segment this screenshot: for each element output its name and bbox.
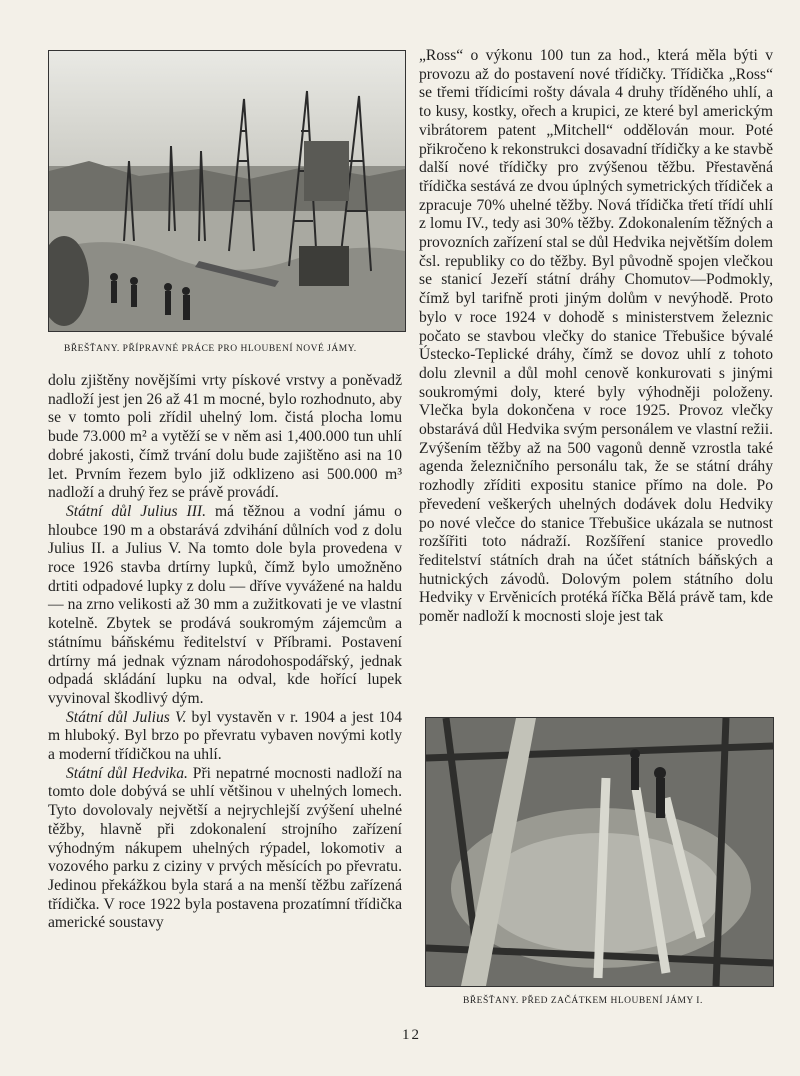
paragraph xyxy=(48,503,402,709)
mine-name: Státní důl Julius V. xyxy=(66,708,187,726)
paragraph: dolu zjištěny novějšími vrty pískové vrstvy a poněvadž nadloží jest jen 26 až 41 m mocné, bylo rozhodnuto, aby se v tomto poli zřídil uhelný lom. čistá plocha lomu bude 73.000 m² a vytěží se v něm asi 1,400.000 tun uhlí dobré jakosti, čímž trvání dolu bude zajištěno asi na 10 let. Prvním řezem bylo již odklizeno asi 500.000 m³ nadloží a druhý řez se právě provádí. xyxy=(48,372,402,502)
photo-drilling-rigs xyxy=(48,50,406,332)
photo-caption: BŘEŠŤANY. PŘÍPRAVNÉ PRÁCE PRO HLOUBENÍ NOVÉ JÁMY. xyxy=(64,344,357,354)
mine-name: Státní důl Julius III. xyxy=(66,502,207,520)
paragraph-text: Při nepatrné mocnosti nadloží na tomto dole dobývá se uhlí většinou v uhelných lomech. Tyto dovolovaly největší a nejrychlejší zvýšení uhelné těžby, hlavně při zdokonalení strojního zařízení výhodným nákupem uhelných rýpadel, lokomotiv a vozového parku z ciziny v prvých měsících po převratu. Jedinou překážkou byla stará a na menší těžbu zařízená třídička. V roce 1922 byla postavena prozatímní třídička americké soustavy xyxy=(48,764,402,932)
mine-name: Státní důl Hedvika. xyxy=(66,764,188,782)
right-column xyxy=(419,47,773,627)
drilling-rigs-illustration xyxy=(49,51,405,331)
paragraph: „Ross“ o výkonu 100 tun za hod., která měla býti v provozu až do postavení nové třídičky. Třídička „Ross“ se třemi třídicími rošty dávala 4 druhy tříděného uhlí, a to kusy, kostky, ořech a krupici, ze které byl americkým vibrátorem patent „Mitchell“ oddělován mour. Poté přikročeno k rekonstrukci dosavadní třídičky a ke stavbě další nové třídičky pro zvýšenou těžbu. Přestavěná třídička sestává ze dvou úplných symetrických třídiček a zpracuje 70% uhelné těžby. Nová třídička třetí třídí uhlí z lomu IV., tedy asi 30% těžby. Zdokonalením těžných a provozních zařízení stal se důl Hedvika největším dolem čsl. republiky co do těžby. Byl původně spojen vlečkou se stanicí Jezeří státní dráhy Chomutov—Podmokly, čímž byl tarifně proti jiným dolům v nevýhodě. Proto bylo v roce 1924 v dohodě s ministerstvem železnic počato se stavbou vlečky do stanice Třebušice bývalé Ústecko-Teplické dráhy, čímž se dovoz uhlí z tohoto dolu zlevnil a důl mohl cenově konkurovati s jinými soukromými doly, které byly výhodněji položeny. Vlečka byla dokončena v roce 1925. Provoz vlečky obstarává důl Hedvika svým personálem ve vlastní režii. Zvýšením těžby až na 500 vagonů denně vzrostla také agenda železničního personálu tak, že se státní dráhy rozhodly zříditi expositu stanice přímo na dole. Po převedení veškerých uhelných dodávek dolu Hedviky po nové vlečce do stanice Třebušice ukázala se nutnost rozšířiti toto nádraží. Rozšíření stanice provedlo ředitelství státních drah na účet státních báňských a hutnických závodů. Dolovým polem státního dolu Hedviky v Ervěnicích protéká říčka Bělá právě tam, kde poměr nadloží k mocnosti sloje jest tak xyxy=(419,47,773,626)
left-column xyxy=(48,372,402,933)
paragraph-text: má těžnou a vodní jámu o hloubce 190 m a obstarává zdvihání důlních vod z dolu Julius II. a Julius V. Na tomto dole byla provedena v roce 1926 stavba drtírny lupků, čímž bylo umožněno drtiti odpadové lupky z dolu — dříve vyvážené na haldu — na zrno velikosti až 30 mm a zužitkovati je ve vlastní kotelně. Zbytek se prodává soukromým zájemcům a státnímu báňskému ředitelství v Příbrami. Postavení drtírny má jednak význam národohospodářský, jednak odpadá skládání lupku na odval, kde hořící lupek vyvinoval škodlivý dým. xyxy=(48,502,402,707)
paragraph xyxy=(48,765,402,933)
paragraph-text: byl vystavěn v r. 1904 a jest 104 m hluboký. Byl brzo po převratu vybaven novými kotly a moderní třídičkou na uhlí. xyxy=(48,708,403,764)
photo-shaft xyxy=(425,717,774,987)
paragraph xyxy=(48,709,402,765)
photo-caption: BŘEŠŤANY. PŘED ZAČÁTKEM HLOUBENÍ JÁMY I. xyxy=(463,996,703,1006)
shaft-illustration xyxy=(426,718,773,986)
page-number: 12 xyxy=(402,1027,421,1043)
